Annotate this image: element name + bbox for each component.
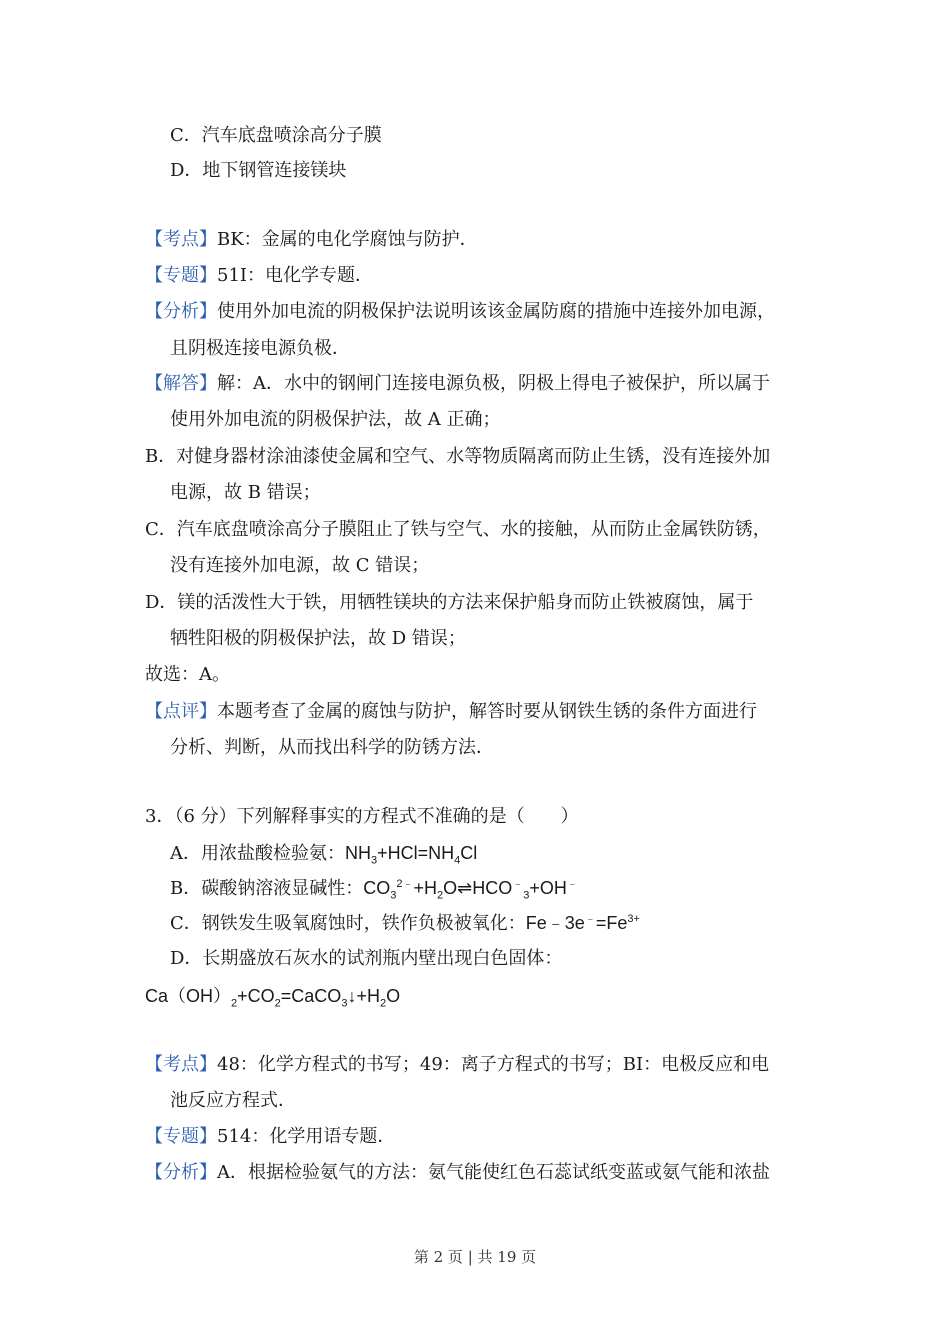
- zhuanti-text: 514：化学用语专题．: [217, 1126, 396, 1147]
- option-d-prev: D．地下钢管连接镁块: [170, 160, 347, 181]
- option-a-text: A．用浓盐酸检验氨：: [170, 843, 345, 864]
- q3-option-d-formula: $Ca(OH)_2+CO_2=CaCO_3↓+H_2O$: [145, 986, 401, 1010]
- q3-fenxi: [145, 1161, 770, 1185]
- q2-fenxi-cont: 且阴极连接电源负极．: [170, 338, 350, 359]
- option-b-text: B．碳酸钠溶液显碱性：: [170, 878, 364, 899]
- q2-answer-b: B．对健身器材涂油漆使金属和空气、水等物质隔离而防止生锈，没有连接外加: [145, 446, 771, 467]
- fenxi-text-1: 使用外加电流的阴极保护法说明该该金属防腐的措施中连接外加电源，: [217, 301, 775, 322]
- q2-answer-c: C．汽车底盘喷涂高分子膜阻止了铁与空气、水的接触，从而防止金属铁防锈，: [145, 519, 771, 540]
- q3-zhuanti: [145, 1125, 395, 1149]
- page-footer: 第 2 页 | 共 19 页: [413, 1248, 537, 1266]
- q2-dianping: [145, 700, 757, 724]
- zhuanti-text: 51I：电化学专题．: [217, 265, 374, 286]
- q2-fenxi: [145, 300, 775, 324]
- q2-jieda: [145, 372, 770, 396]
- fenxi-tag: 【分析】: [145, 1162, 217, 1183]
- q3-option-a: [170, 841, 477, 866]
- q3-kaodian-cont: 池反应方程式．: [170, 1090, 296, 1111]
- q3-stem: 3．（6 分）下列解释事实的方程式不准确的是（ ）: [145, 806, 579, 827]
- q2-choice: 故选：A。: [145, 664, 230, 685]
- dianping-text-1: 本题考查了金属的腐蚀与防护，解答时要从钢铁生锈的条件方面进行: [217, 701, 757, 722]
- dianping-tag: 【点评】: [145, 701, 217, 722]
- kaodian-tag: 【考点】: [145, 1054, 217, 1075]
- zhuanti-tag: 【专题】: [145, 1126, 217, 1147]
- zhuanti-tag: 【专题】: [145, 265, 217, 286]
- option-b-formula: $CO_3^{2﹣}+H_2O\rightleftharpoons HCO^﹣_3+OH^﹣$: [363, 878, 578, 902]
- q2-answer-b-cont: 电源，故 B 错误；: [170, 482, 321, 503]
- option-c-formula: $Fe﹣3e^﹣=Fe^{3+}$: [525, 913, 640, 933]
- fenxi-text-1: A．根据检验氨气的方法：氨气能使红色石蕊试纸变蓝或氨气能和浓盐: [217, 1162, 770, 1183]
- option-a-formula: $NH_3+HCl=NH_4Cl$: [345, 843, 478, 867]
- q2-kaodian: [145, 228, 478, 252]
- jieda-tag: 【解答】: [145, 373, 217, 394]
- kaodian-tag: 【考点】: [145, 229, 217, 250]
- q2-answer-c-cont: 没有连接外加电源，故 C 错误；: [170, 555, 430, 576]
- q2-jieda-cont: 使用外加电流的阴极保护法，故 A 正确；: [170, 409, 501, 430]
- kaodian-text-1: 48：化学方程式的书写；49：离子方程式的书写；BI：电极反应和电: [217, 1054, 770, 1075]
- q3-option-d: D．长期盛放石灰水的试剂瓶内壁出现白色固体：: [170, 948, 563, 969]
- option-c-prev: C．汽车底盘喷涂高分子膜: [170, 125, 382, 146]
- q3-option-b: [170, 876, 578, 901]
- q2-answer-d: D．镁的活泼性大于铁，用牺牲镁块的方法来保护船身而防止铁被腐蚀，属于: [145, 592, 754, 613]
- q2-zhuanti: [145, 264, 373, 288]
- option-c-text: C．钢铁发生吸氧腐蚀时，铁作负极被氧化：: [170, 913, 526, 934]
- fenxi-tag: 【分析】: [145, 301, 217, 322]
- q2-dianping-cont: 分析、判断，从而找出科学的防锈方法．: [170, 737, 494, 758]
- jieda-text-1: 解：A．水中的钢闸门连接电源负极，阴极上得电子被保护，所以属于: [217, 373, 770, 394]
- q3-option-c: [170, 911, 640, 936]
- q2-answer-d-cont: 牺牲阳极的阴极保护法，故 D 错误；: [170, 628, 466, 649]
- kaodian-text: BK：金属的电化学腐蚀与防护．: [217, 229, 478, 250]
- q3-kaodian: [145, 1053, 769, 1077]
